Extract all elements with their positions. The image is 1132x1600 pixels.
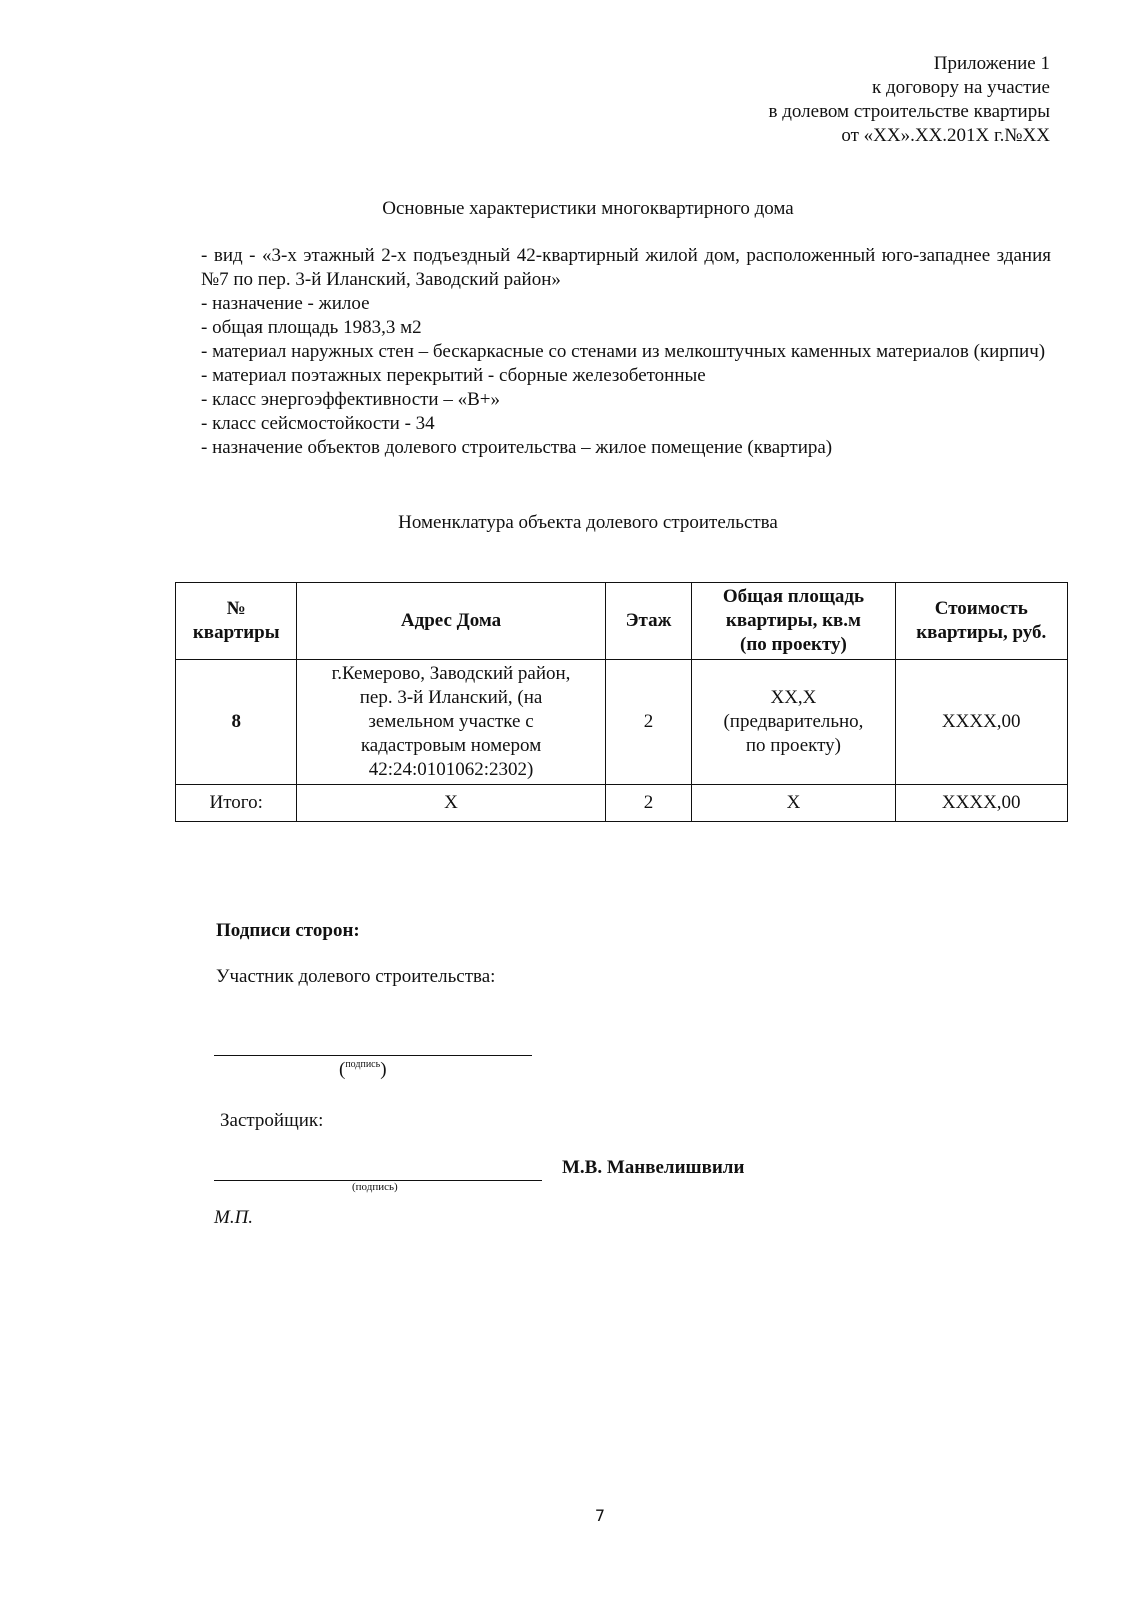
characteristics-list — [201, 244, 1051, 460]
appendix-line-4: от «ХХ».ХХ.201Х г.№ХХ — [841, 125, 1050, 146]
cell-total-floor: 2 — [605, 785, 692, 822]
nomenclature-table — [175, 582, 1068, 822]
header-area: Общая площадь квартиры, кв.м (по проекту) — [692, 583, 895, 660]
cell-area: ХХ,Х (предварительно, по проекту) — [692, 660, 895, 785]
header-address: Адрес Дома — [297, 583, 605, 660]
appendix-line-3: в долевом строительстве квартиры — [768, 101, 1050, 122]
header-apartment-number: № квартиры — [176, 583, 297, 660]
participant-signature-line — [214, 1055, 532, 1056]
list-item: - назначение - жилое — [201, 293, 370, 314]
table-row — [176, 660, 1068, 785]
stamp-label: М.П. — [214, 1207, 254, 1228]
cell-apartment-number: 8 — [176, 660, 297, 785]
cell-total-label: Итого: — [176, 785, 297, 822]
list-item: - класс энергоэффективности – «В+» — [201, 389, 500, 410]
participant-label: Участник долевого строительства: — [216, 966, 496, 987]
nomenclature-title: Номенклатура объекта долевого строительства — [398, 512, 778, 533]
participant-signature-hint: ($^{подпись}$) — [339, 1059, 387, 1080]
list-item: - материал наружных стен – бескаркасные со стенами из мелкоштучных каменных материалов (кирпич) — [201, 341, 1046, 362]
list-item: - материал поэтажных перекрытий - сборные железобетонные — [201, 365, 706, 386]
list-item: - назначение объектов долевого строительства – жилое помещение (квартира) — [201, 437, 833, 458]
developer-label: Застройщик: — [220, 1110, 324, 1131]
appendix-line-2: к договору на участие — [872, 77, 1050, 98]
cell-cost: ХХХХ,00 — [895, 660, 1068, 785]
page-number: 7 — [594, 1506, 606, 1525]
cell-floor: 2 — [605, 660, 692, 785]
appendix-line-1: Приложение 1 — [933, 53, 1050, 74]
cell-total-address: Х — [297, 785, 605, 822]
developer-signature-hint: (подпись) — [352, 1181, 398, 1193]
characteristics-title: Основные характеристики многоквартирного дома — [382, 198, 794, 219]
table-total-row — [176, 785, 1068, 822]
list-item: - общая площадь 1983,3 м2 — [201, 317, 422, 338]
cell-total-area: Х — [692, 785, 895, 822]
table-header-row — [176, 583, 1068, 660]
appendix-header — [769, 52, 1050, 148]
header-cost: Стоимость квартиры, руб. — [895, 583, 1068, 660]
list-item: - вид - «3-х этажный 2-х подъездный 42-квартирный жилой дом, расположенный юго-западнее здания №7 по пер. 3-й Иланский, Заводский район» — [201, 245, 1051, 290]
signatures-heading: Подписи сторон: — [216, 920, 360, 941]
list-item: - класс сейсмостойкости - 34 — [201, 413, 435, 434]
cell-address: г.Кемерово, Заводский район, пер. 3-й Иланский, (на земельном участке с кадастровым номером 42:24:0101062:2302) — [297, 660, 605, 785]
cell-total-cost: ХХХХ,00 — [895, 785, 1068, 822]
developer-name: М.В. Манвелишвили — [562, 1157, 745, 1178]
header-floor: Этаж — [605, 583, 692, 660]
